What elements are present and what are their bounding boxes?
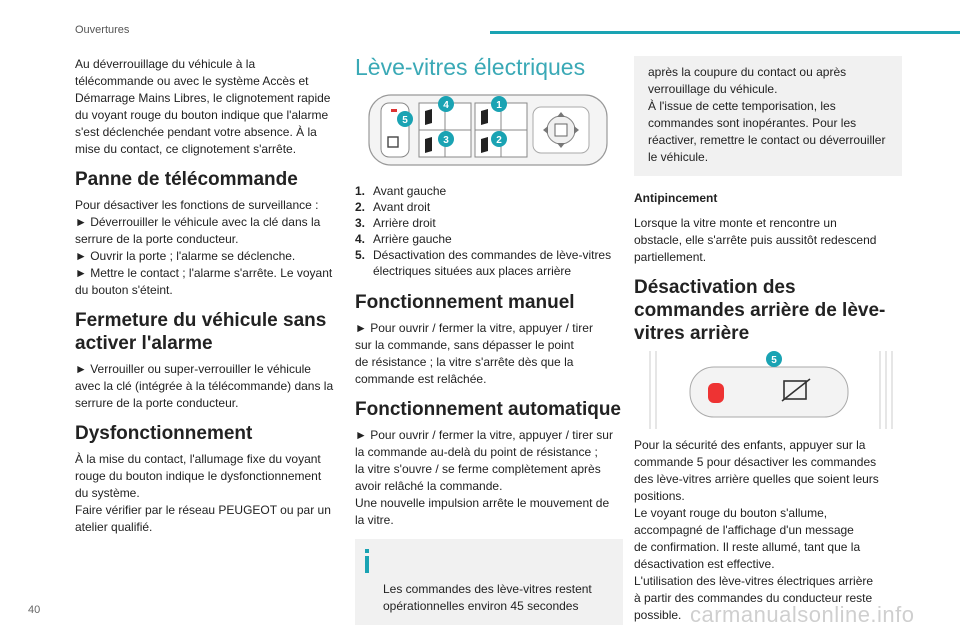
fonctionnement-manuel-heading: Fonctionnement manuel (355, 292, 575, 313)
callout-5: 5 (402, 115, 408, 126)
callout-2: 2 (496, 135, 502, 146)
panne-heading: Panne de télécommande (75, 169, 298, 190)
fonctionnement-auto-text: ► Pour ouvrir / fermer la vitre, appuyer / tirer sur la commande au-delà du point de résistance ; la vitre s'ouvre / se ferme complètement après avoir relâché la commande. Une nouvelle impulsion arrête le mouvement de la vitre. (355, 428, 613, 527)
info-note-continued-text: après la coupure du contact ou après verrouillage du véhicule. À l'issue de cette temporisation, les commandes sont inopérantes. Pour les réactiver, remettre le contact ou déverrouiller le véhicule. (648, 65, 886, 164)
window-switch-panel-figure (355, 89, 623, 169)
callout-5-rear: 5 (771, 355, 777, 366)
header-accent-bar (490, 31, 960, 34)
watermark: carmanualsonline.info (690, 602, 915, 627)
page-number: 40 (28, 604, 41, 616)
panne-text: Pour désactiver les fonctions de surveillance : ► Déverrouiller le véhicule avec la clé dans la serrure de la porte conducteur. ► Ouvrir la porte ; l'alarme se déclenche. ► Mettre le contact ; l'alarme s'arrête. Le voyant du bouton s'éteint. (75, 198, 333, 297)
fonctionnement-manuel-text: ► Pour ouvrir / fermer la vitre, appuyer / tirer sur la commande, sans dépasser le point de résistance ; la vitre s'arrête dès que la commande est relâchée. (355, 321, 593, 386)
rear-lock-button-illustration (634, 351, 902, 429)
column-left (75, 56, 337, 546)
fonctionnement-auto-heading: Fonctionnement automatique (355, 399, 621, 420)
info-icon (363, 549, 371, 573)
alarm-intro-text: Au déverrouillage du véhicule à la télécommande ou avec le système Accès et Démarrage Mains Libres, le clignotement rapide du voyant rouge du bouton indique que l'alarme s'est déclenchée pendant votre absence. À la mise du contact, ce clignotement s'arrête. (75, 57, 331, 156)
section-title: Ouvertures (75, 24, 130, 36)
callout-1: 1 (496, 100, 502, 111)
callout-4: 4 (443, 100, 449, 111)
column-right (634, 56, 902, 634)
dysfonctionnement-heading: Dysfonctionnement (75, 423, 253, 444)
list-item: 4. Arrière gauche (355, 232, 452, 246)
info-note-box (355, 539, 623, 625)
desactivation-heading: Désactivation des commandes arrière de lève-vitres arrière (634, 277, 886, 344)
list-item: 1. Avant gauche (355, 184, 447, 198)
window-switch-panel-illustration (355, 89, 623, 169)
desactivation-text: Pour la sécurité des enfants, appuyer sur la commande 5 pour désactiver les commandes des lève-vitres arrière quelles que soient leurs positions. Le voyant rouge du bouton s'allume, accompagné de l'affichage d'un message de confirmation. Il reste allumé, tant que la désactivation est effective. L'utilisation des lève-vitres électriques arrière à partir des commandes du conducteur reste possible. (634, 438, 879, 622)
list-item: 3. Arrière droit (355, 216, 436, 230)
control-legend-list (355, 183, 623, 279)
column-middle (355, 56, 623, 625)
antipincement-heading: Antipincement (634, 191, 718, 205)
list-item: 5. Désactivation des commandes de lève-vitres électriques situées aux places arrière (355, 248, 612, 278)
fermeture-heading: Fermeture du véhicule sans activer l'alarme (75, 310, 327, 354)
info-note-continued-box (634, 56, 902, 176)
dysfonctionnement-text: À la mise du contact, l'allumage fixe du voyant rouge du bouton indique le dysfonctionnement du système. Faire vérifier par le réseau PEUGEOT ou par un atelier qualifié. (75, 452, 331, 534)
leve-vitres-title: Lève-vitres électriques (355, 54, 586, 80)
fermeture-text: ► Verrouiller ou super-verrouiller le véhicule avec la clé (intégrée à la télécommande) dans la serrure de la porte conducteur. (75, 362, 334, 410)
antipincement-text: Lorsque la vitre monte et rencontre un obstacle, elle s'arrête puis aussitôt redescend partiellement. (634, 216, 877, 264)
list-item: 2. Avant droit (355, 200, 431, 214)
callout-3: 3 (443, 135, 449, 146)
rear-lock-button-figure (634, 351, 902, 429)
info-note-text: Les commandes des lève-vitres restent opérationnelles environ 45 secondes (383, 582, 592, 613)
